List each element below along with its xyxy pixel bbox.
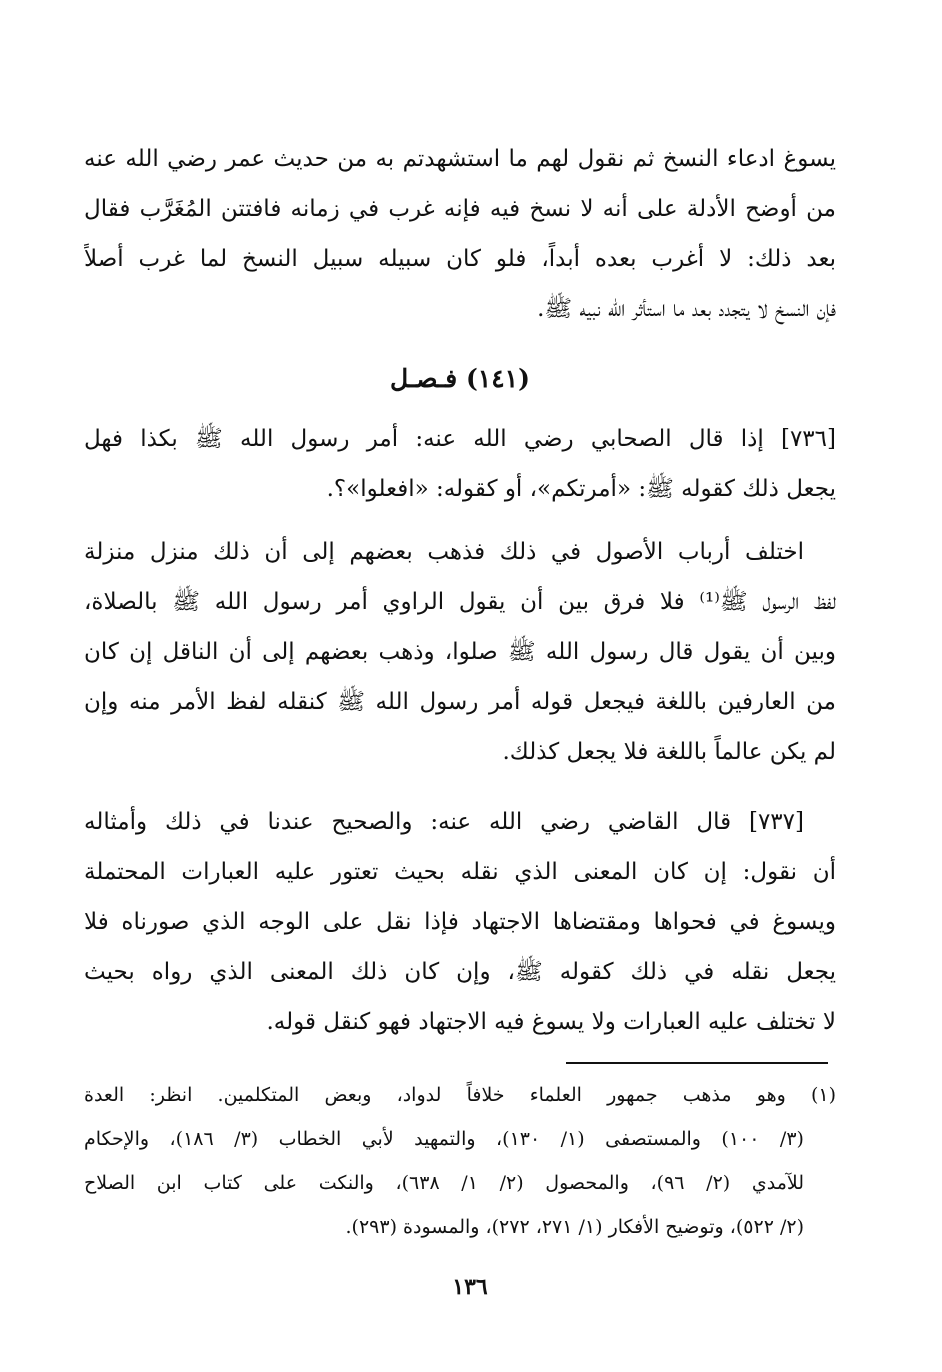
text-line: يجعل نقله في ذلك كقوله ﷺ، وإن كان ذلك المعنى الذي رواه بحيث bbox=[84, 959, 836, 985]
text-line: من أوضح الأدلة على أنه لا نسخ فيه فإنه غرب في زمانه فافتتن المُغَرَّب فقال bbox=[84, 196, 836, 222]
text-line: لا تختلف عليه العبارات ولا يسوغ فيه الاجتهاد فهو كنقل قوله. bbox=[266, 1009, 836, 1035]
footnote-line: (٢/ ٥٢٢)، وتوضيح الأفكار (١/ ٢٧١، ٢٧٢)، والمسودة (٢٩٣). bbox=[345, 1216, 804, 1238]
text-line: يجعل ذلك كقوله ﷺ: «أمرتكم»، أو كقوله: «افعلوا»؟. bbox=[326, 476, 836, 502]
text-line: [٧٣٦] إذا قال الصحابي رضي الله عنه: أمر رسول الله ﷺ بكذا فهل bbox=[84, 426, 836, 452]
footnote-separator bbox=[566, 1062, 828, 1064]
footnote-line: (١) وهو مذهب جمهور العلماء خلافاً لدواد، وبعض المتكلمين. انظر: العدة bbox=[84, 1084, 836, 1106]
text-line: ويسوغ في فحواها ومقتضاها الاجتهاد فإذا نقل على الوجه الذي صورناه فلا bbox=[84, 909, 836, 935]
text-line: من العارفين باللغة فيجعل قوله أمر رسول الله ﷺ كنقله لفظ الأمر منه وإن bbox=[84, 689, 836, 715]
footnote-line: (٣/ ١٠٠) والمستصفى (١/ ١٣٠)، والتمهيد لأبي الخطاب (٣/ ١٨٦)، والإحكام bbox=[84, 1128, 804, 1150]
text-line: لم يكن عالماً باللغة فلا يجعل كذلك. bbox=[502, 739, 836, 765]
text-line: يسوغ ادعاء النسخ ثم نقول لهم ما استشهدتم به من حديث عمر رضي الله عنه bbox=[84, 146, 836, 172]
page-number: ١٣٦ bbox=[452, 1274, 488, 1300]
text-line: [٧٣٧] قال القاضي رضي الله عنه: والصحيح عندنا في ذلك وأمثاله bbox=[84, 809, 804, 835]
text-line: وبين أن يقول قال رسول الله ﷺ صلوا، وذهب بعضهم إلى أن الناقل إن كان bbox=[84, 639, 836, 665]
text-line: اختلف أرباب الأصول في ذلك فذهب بعضهم إلى أن ذلك منزل منزلة bbox=[84, 539, 804, 565]
text-line: لفظ الرسول ﷺ⁽¹⁾ فلا فرق بين أن يقول الراوي أمر رسول الله ﷺ بالصلاة، bbox=[84, 589, 836, 615]
text-line: فإن النسخ لا يتجدد بعد ما استأثر الله نبيه ﷺ. bbox=[537, 296, 836, 322]
footnote-line: للآمدي (٢/ ٩٦)، والمحصول (٢/ ١/ ٦٣٨)، والنكت على كتاب ابن الصلاح bbox=[84, 1172, 804, 1194]
text-line: أن نقول: إن كان المعنى الذي نقله بحيث تعتور عليه العبارات المحتملة bbox=[84, 859, 836, 885]
text-line: بعد ذلك: لا أغرب بعده أبداً، فلو كان سبيله سبيل النسخ لما غرب أصلاً bbox=[84, 246, 836, 272]
section-heading: (١٤١) فـصـل bbox=[390, 364, 530, 393]
